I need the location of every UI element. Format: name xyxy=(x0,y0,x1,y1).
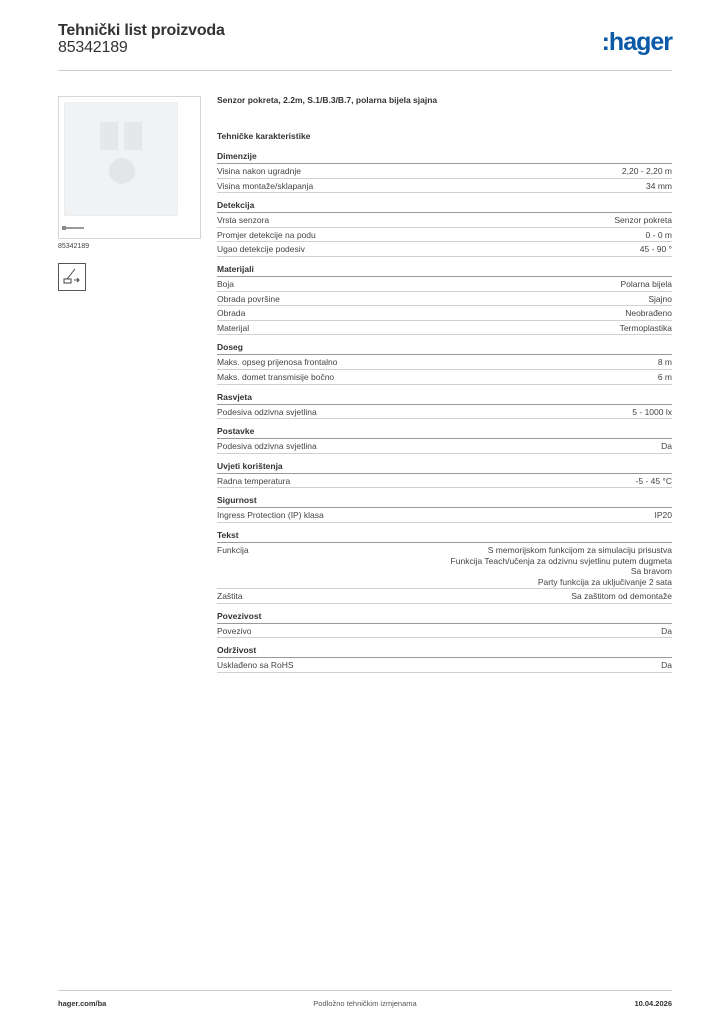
spec-label: Podesiva odzivna svjetlina xyxy=(217,406,317,417)
spec-value-line: 34 mm xyxy=(646,180,672,191)
spec-value-line: Sa zaštitom od demontaže xyxy=(571,591,672,602)
product-number: 85342189 xyxy=(58,39,128,56)
spec-label: Ugao detekcije podesiv xyxy=(217,244,305,255)
spec-group-title: Povezivost xyxy=(217,611,672,624)
hager-logo: :hager xyxy=(601,28,672,56)
spec-label: Radna temperatura xyxy=(217,475,291,486)
spec-row xyxy=(217,589,672,604)
page-footer xyxy=(58,990,672,1008)
spec-group-title: Detekcija xyxy=(217,200,672,213)
spec-row xyxy=(217,179,672,194)
spec-group xyxy=(217,392,672,420)
spec-label: Funkcija xyxy=(217,544,249,555)
spec-value xyxy=(625,308,672,319)
spec-group-title: Održivost xyxy=(217,645,672,658)
spec-value xyxy=(655,510,673,521)
page-header xyxy=(58,22,672,71)
spec-label: Zaštita xyxy=(217,591,243,602)
spec-row xyxy=(217,164,672,179)
footer-notice: Podložno tehničkim izmjenama xyxy=(313,999,417,1008)
spec-group-title: Postavke xyxy=(217,426,672,439)
spec-value-line: 45 - 90 ° xyxy=(639,244,672,255)
spec-row xyxy=(217,658,672,673)
spec-group xyxy=(217,151,672,193)
spec-label: Visina montaže/sklapanja xyxy=(217,180,314,191)
spec-content xyxy=(217,95,672,680)
spec-value-line: IP20 xyxy=(654,510,672,521)
spec-label: Usklađeno sa RoHS xyxy=(217,660,294,671)
spec-label: Vrsta senzora xyxy=(217,215,270,226)
spec-value-line: 6 m xyxy=(657,371,672,382)
spec-group-title: Sigurnost xyxy=(217,495,672,508)
sensor-lens xyxy=(109,158,135,184)
spec-row xyxy=(217,292,672,307)
spec-value xyxy=(636,476,672,487)
spec-value-line: Da xyxy=(661,441,672,452)
spec-label: Boja xyxy=(217,278,235,289)
screw-icon xyxy=(62,225,84,231)
spec-group-title: Dimenzije xyxy=(217,151,672,164)
spec-value-line: S memorijskom funkcijom za simulaciju prisustva xyxy=(487,544,672,555)
spec-value xyxy=(661,660,672,671)
spec-group xyxy=(217,426,672,454)
spec-row xyxy=(217,213,672,228)
spec-value-line: Neobrađeno xyxy=(625,308,672,319)
sensor-window-left xyxy=(100,122,118,150)
page-title: Tehnički list proizvoda xyxy=(58,22,225,39)
spec-value-line: Polarna bijela xyxy=(620,278,672,289)
footer-website[interactable]: hager.com/ba xyxy=(58,999,107,1008)
spec-value xyxy=(640,244,672,255)
spec-value-line: Party funkcija za uključivanje 2 sata xyxy=(537,576,672,587)
spec-group-title: Rasvjeta xyxy=(217,392,672,405)
spec-group xyxy=(217,495,672,523)
image-caption: 85342189 xyxy=(58,243,90,250)
spec-value xyxy=(451,545,672,587)
spec-group xyxy=(217,200,672,257)
spec-value-line: Da xyxy=(661,660,672,671)
product-description: Senzor pokreta, 2.2m, S.1/B.3/B.7, polarna bijela sjajna xyxy=(217,95,438,105)
spec-value xyxy=(646,230,672,241)
spec-value-line: Da xyxy=(661,625,672,636)
spec-row xyxy=(217,439,672,454)
spec-value xyxy=(661,626,672,637)
spec-value-line: 2,20 - 2,20 m xyxy=(621,166,672,176)
spec-value-line: Termoplastika xyxy=(619,322,672,333)
spec-group-title: Doseg xyxy=(217,342,672,355)
spec-value-line: 0 - 0 m xyxy=(645,229,672,240)
spec-label: Materijal xyxy=(217,322,250,333)
spec-value xyxy=(571,591,672,602)
spec-group xyxy=(217,342,672,384)
spec-row xyxy=(217,242,672,257)
spec-label: Obrada površine xyxy=(217,293,280,304)
motion-sensor-symbol-icon xyxy=(58,263,86,291)
product-image xyxy=(64,102,178,216)
spec-row xyxy=(217,543,672,589)
spec-label: Maks. domet transmisije bočno xyxy=(217,371,335,382)
spec-value xyxy=(620,279,672,290)
spec-label: Obrada xyxy=(217,308,246,319)
spec-group-title: Tekst xyxy=(217,530,672,543)
spec-row xyxy=(217,370,672,385)
spec-row xyxy=(217,277,672,292)
spec-value-line: 8 m xyxy=(657,357,672,368)
specs-title: Tehničke karakteristike xyxy=(217,131,311,141)
spec-value xyxy=(622,166,672,177)
product-image-frame xyxy=(58,96,201,239)
spec-row xyxy=(217,508,672,523)
spec-value-line: -5 - 45 °C xyxy=(635,475,672,486)
spec-group xyxy=(217,611,672,639)
spec-group xyxy=(217,645,672,673)
spec-value xyxy=(658,372,672,383)
spec-value-line: Sjajno xyxy=(648,293,672,304)
spec-group xyxy=(217,264,672,335)
spec-value xyxy=(658,357,672,368)
spec-value-line: Senzor pokreta xyxy=(614,215,672,226)
spec-value xyxy=(661,441,672,452)
spec-label: Povezivo xyxy=(217,625,252,636)
spec-row xyxy=(217,228,672,243)
spec-value-line: 5 - 1000 lx xyxy=(632,406,672,417)
spec-value xyxy=(620,323,672,334)
spec-value-line: Funkcija Teach/učenja za odzivnu svjetlinu putem dugmeta xyxy=(450,555,672,566)
spec-group-title: Materijali xyxy=(217,264,672,277)
spec-group xyxy=(217,530,672,604)
spec-label: Podesiva odzivna svjetlina xyxy=(217,441,317,452)
spec-row xyxy=(217,355,672,370)
spec-value-line: Sa bravom xyxy=(630,566,672,577)
spec-row xyxy=(217,405,672,420)
spec-row xyxy=(217,624,672,639)
spec-label: Ingress Protection (IP) klasa xyxy=(217,510,324,521)
spec-row xyxy=(217,321,672,336)
spec-label: Promjer detekcije na podu xyxy=(217,229,316,240)
spec-row xyxy=(217,306,672,321)
spec-label: Visina nakon ugradnje xyxy=(217,166,301,176)
spec-value xyxy=(646,181,672,192)
spec-value xyxy=(648,294,672,305)
spec-label: Maks. opseg prijenosa frontalno xyxy=(217,357,338,368)
spec-groups xyxy=(217,151,672,673)
spec-value xyxy=(632,407,672,418)
spec-row xyxy=(217,474,672,489)
spec-group xyxy=(217,461,672,489)
sensor-window-right xyxy=(124,122,142,150)
spec-group-title: Uvjeti korištenja xyxy=(217,461,672,474)
footer-date: 10.04.2026 xyxy=(634,999,672,1008)
spec-value xyxy=(614,215,672,226)
